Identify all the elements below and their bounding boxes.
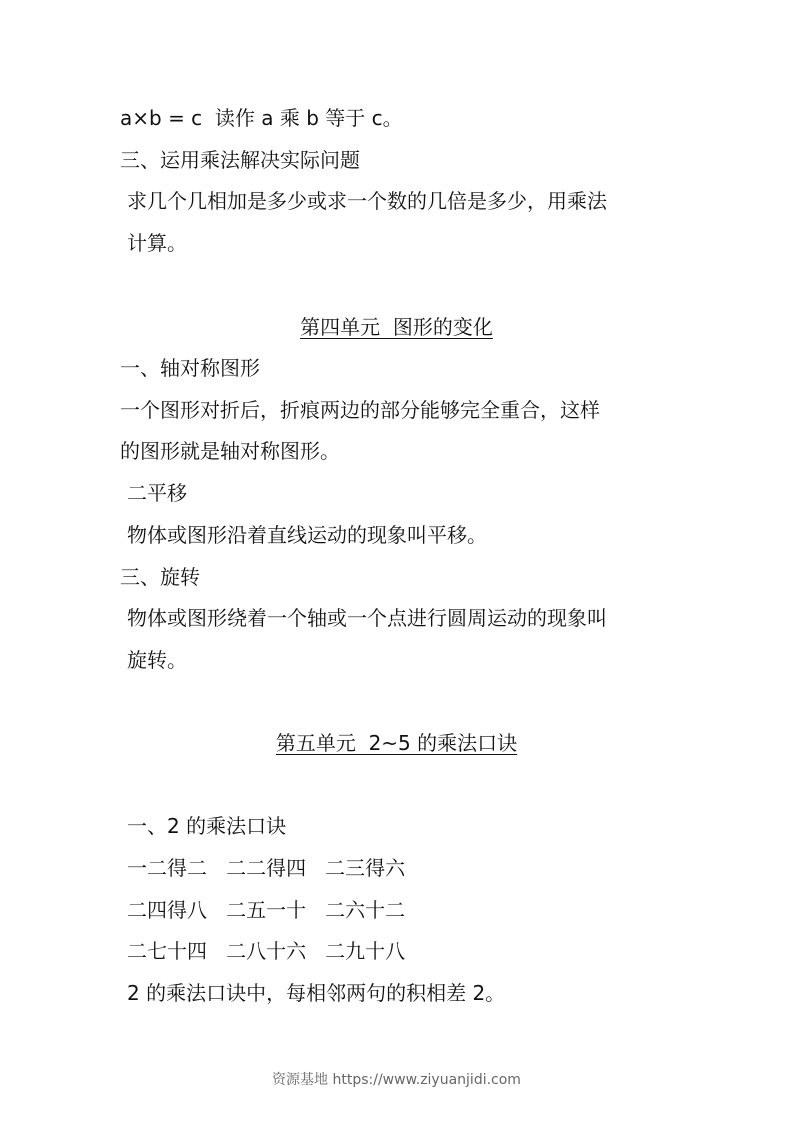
section-heading: 二平移 [127, 481, 187, 505]
paragraph-line: 2 的乘法口诀中，每相邻两句的积相差 2。 [127, 981, 506, 1005]
footer-watermark: 资源基地 https://www.ziyuanjidi.com [272, 1072, 521, 1088]
paragraph-line: 求几个几相加是多少或求一个数的几倍是多少，用乘法 [127, 189, 607, 213]
unit-title [0, 729, 793, 757]
unit-title-text: 第五单元 2~5 的乘法口诀 [275, 731, 518, 755]
rhyme-row: 二七十四 二八十六 二九十八 [127, 939, 406, 963]
unit-title-text: 第四单元 图形的变化 [300, 315, 493, 339]
unit-title [0, 313, 793, 341]
section-heading: 三、旋转 [120, 565, 200, 589]
paragraph-line: 的图形就是轴对称图形。 [120, 439, 340, 463]
paragraph-line: 物体或图形沿着直线运动的现象叫平移。 [127, 523, 487, 547]
section-heading: 一、轴对称图形 [120, 356, 260, 380]
paragraph-line: 旋转。 [127, 648, 187, 672]
rhyme-row: 二四得八 二五一十 二六十二 [127, 898, 406, 922]
paragraph-line: 物体或图形绕着一个轴或一个点进行圆周运动的现象叫 [127, 606, 607, 630]
section-heading: 三、运用乘法解决实际问题 [120, 148, 360, 172]
paragraph-line: 一个图形对折后，折痕两边的部分能够完全重合，这样 [120, 398, 600, 422]
rhyme-row: 一二得二 二二得四 二三得六 [127, 856, 406, 880]
formula-line: a×b = c 读作 a 乘 b 等于 c。 [120, 106, 403, 130]
section-heading: 一、2 的乘法口诀 [127, 814, 287, 838]
paragraph-line: 计算。 [127, 231, 187, 255]
